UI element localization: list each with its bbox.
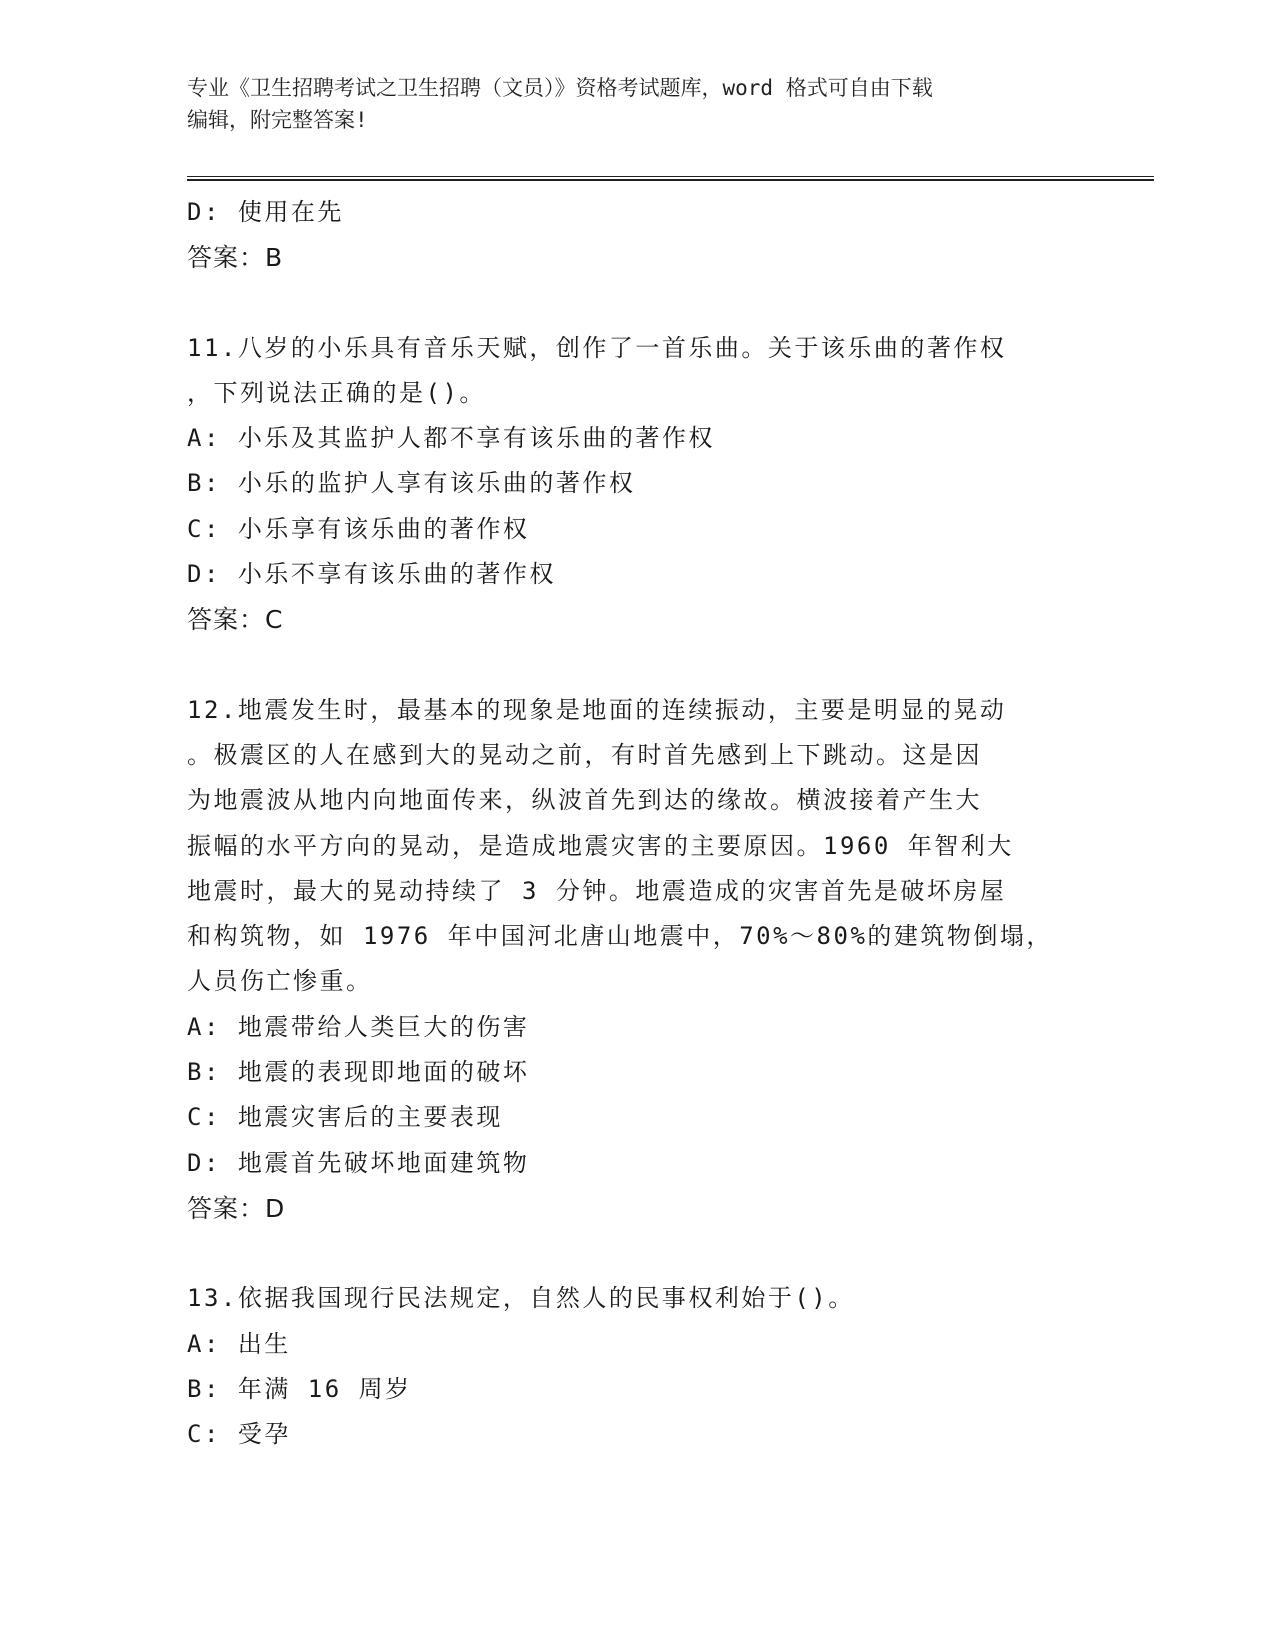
question-text: 为地震波从地内向地面传来，纵波首先到达的缘故。横波接着产生大: [187, 786, 982, 815]
option-c: C: 小乐享有该乐曲的著作权: [187, 514, 530, 543]
question-13: [187, 1276, 1092, 1457]
option-d: D: 小乐不享有该乐曲的著作权: [187, 560, 556, 589]
question-text: 12.地震发生时，最基本的现象是地面的连续振动，主要是明显的晃动: [187, 695, 1007, 724]
option-d: D: 使用在先: [187, 198, 344, 226]
question-11: [187, 326, 1092, 643]
question-text: 人员伤亡惨重。: [187, 967, 373, 996]
question-text: 振幅的水平方向的晃动，是造成地震灾害的主要原因。1960 年智利大: [187, 831, 1014, 860]
question-text: ，下列说法正确的是()。: [187, 378, 486, 407]
question-text: 13.依据我国现行民法规定，自然人的民事权利始于()。: [187, 1284, 855, 1313]
header-title-line-2: 编辑，附完整答案!: [187, 108, 368, 132]
option-c: C: 地震灾害后的主要表现: [187, 1103, 503, 1132]
answer-line: 答案：D: [187, 1193, 286, 1223]
option-b: B: 年满 16 周岁: [187, 1374, 412, 1403]
option-a: A: 地震带给人类巨大的伤害: [187, 1012, 530, 1041]
option-a: A: 出生: [187, 1329, 291, 1358]
option-a: A: 小乐及其监护人都不享有该乐曲的著作权: [187, 424, 715, 453]
option-b: B: 小乐的监护人享有该乐曲的著作权: [187, 469, 636, 498]
question-text: 地震时，最大的晃动持续了 3 分钟。地震造成的灾害首先是破坏房屋: [187, 876, 1007, 905]
header-title-line-1: 专业《卫生招聘考试之卫生招聘（文员）》资格考试题库，word 格式可自由下载: [187, 76, 933, 100]
option-b: B: 地震的表现即地面的破坏: [187, 1058, 530, 1087]
option-c: C: 受孕: [187, 1420, 291, 1449]
document-header: [187, 72, 1087, 136]
option-d: D: 地震首先破坏地面建筑物: [187, 1148, 530, 1177]
question-text: 。极震区的人在感到大的晃动之前，有时首先感到上下跳动。这是因: [187, 740, 982, 769]
question-12: [187, 688, 1092, 1232]
answer-line: 答案：C: [187, 605, 284, 635]
question-text: 和构筑物，如 1976 年中国河北唐山地震中，70%～80%的建筑物倒塌，: [187, 922, 1053, 951]
question-text: 11.八岁的小乐具有音乐天赋，创作了一首乐曲。关于该乐曲的著作权: [187, 333, 1007, 362]
question-content: [187, 190, 1092, 1457]
answer-line: 答案：B: [187, 243, 284, 273]
header-divider: [187, 176, 1154, 181]
